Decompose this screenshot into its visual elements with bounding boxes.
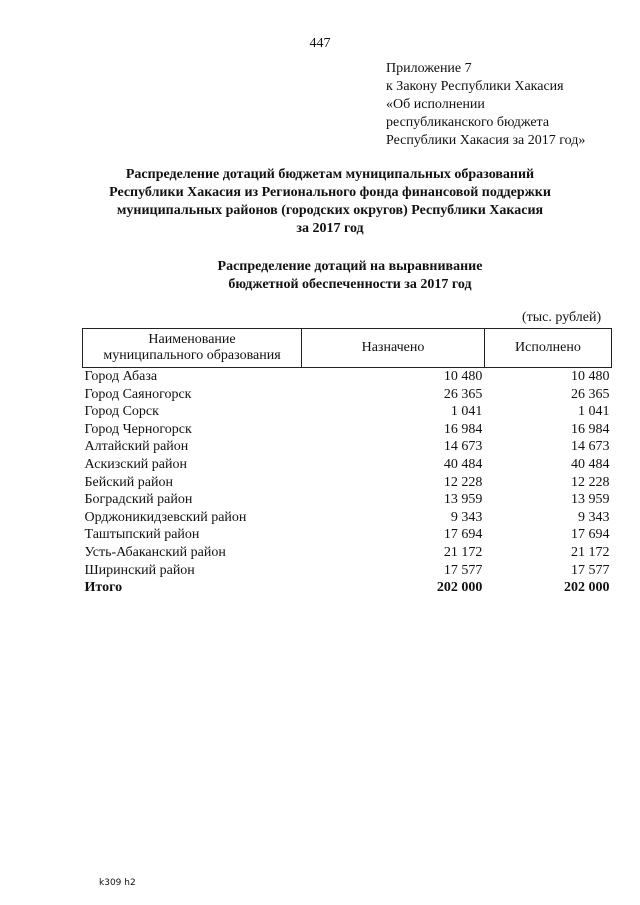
cell-assigned: 21 172	[443, 544, 483, 560]
cell-assigned: 40 484	[443, 456, 483, 472]
header-assigned: Назначено	[302, 329, 485, 368]
cell-executed: 1 041	[578, 404, 610, 420]
subtitle-line: бюджетной обеспеченности за 2017 год	[228, 277, 472, 292]
cell-assigned: 12 228	[443, 474, 483, 490]
cell-name: Аскизский район	[84, 456, 187, 472]
table-row	[83, 368, 612, 386]
cell-executed: 202 000	[564, 580, 610, 596]
title-line: муниципальных районов (городских округов) Республики Хакасия	[116, 203, 544, 218]
appendix-line: республиканского бюджета	[386, 115, 550, 130]
cell-assigned: 202 000	[436, 580, 483, 596]
header-name-line2: муниципального образования	[103, 348, 281, 363]
table-row	[83, 438, 612, 456]
cell-name: Город Саяногорск	[84, 386, 192, 402]
table-row	[83, 403, 612, 421]
cell-executed: 21 172	[571, 544, 610, 560]
table-row	[83, 386, 612, 404]
footer-code: k309 h2	[99, 878, 136, 888]
cell-assigned: 17 577	[443, 562, 483, 578]
appendix-line: Республики Хакасия за 2017 год»	[386, 133, 586, 148]
subsidy-table	[82, 328, 612, 597]
title-line: за 2017 год	[296, 221, 364, 236]
table-row	[83, 456, 612, 474]
cell-name: Боградский район	[84, 492, 193, 508]
header-executed: Исполнено	[484, 329, 611, 368]
cell-executed: 17 577	[571, 562, 610, 578]
title-line: Распределение дотаций бюджетам муниципальных образований	[125, 167, 535, 182]
table-row	[83, 562, 612, 580]
section-title	[150, 258, 550, 294]
cell-assigned: 13 959	[443, 492, 483, 508]
cell-name: Таштыпский район	[84, 527, 200, 543]
cell-name: Бейский район	[84, 474, 173, 490]
table-body	[83, 368, 612, 597]
cell-executed: 9 343	[578, 509, 610, 525]
cell-executed: 13 959	[571, 492, 610, 508]
table-row	[83, 474, 612, 492]
cell-name: Город Сорск	[84, 404, 159, 420]
cell-assigned: 16 984	[443, 421, 483, 437]
appendix-line: Приложение 7	[386, 61, 472, 76]
cell-name: Город Черногорск	[84, 421, 192, 437]
table-total-row	[83, 579, 612, 597]
unit-note: (тыс. рублей)	[522, 310, 602, 325]
cell-executed: 10 480	[571, 369, 610, 384]
header-name-line1: Наименование	[148, 332, 236, 347]
document-title	[60, 166, 600, 238]
table-row	[83, 421, 612, 439]
cell-assigned: 17 694	[443, 527, 483, 543]
cell-assigned: 10 480	[443, 369, 483, 384]
appendix-line: «Об исполнении	[386, 97, 485, 112]
cell-assigned: 9 343	[450, 509, 483, 525]
cell-name: Усть-Абаканский район	[84, 544, 226, 560]
cell-name: Алтайский район	[84, 439, 189, 455]
cell-executed: 40 484	[571, 456, 610, 472]
page-number: 447	[309, 36, 331, 51]
cell-executed: 26 365	[571, 386, 610, 402]
table-row	[83, 491, 612, 509]
appendix-line: к Закону Республики Хакасия	[386, 79, 564, 94]
cell-name: Город Абаза	[84, 369, 158, 384]
appendix-note	[386, 60, 585, 150]
subtitle-line: Распределение дотаций на выравнивание	[217, 259, 483, 274]
cell-assigned: 14 673	[443, 439, 483, 455]
header-name	[83, 329, 302, 368]
cell-name: Орджоникидзевский район	[84, 509, 247, 525]
cell-executed: 16 984	[571, 421, 610, 437]
cell-assigned: 26 365	[443, 386, 483, 402]
table-row	[83, 509, 612, 527]
title-line: Республики Хакасия из Регионального фонда финансовой поддержки	[109, 185, 551, 200]
cell-executed: 14 673	[571, 439, 610, 455]
cell-assigned: 1 041	[450, 404, 483, 420]
cell-name: Ширинский район	[84, 562, 195, 578]
cell-executed: 17 694	[571, 527, 610, 543]
table-header-row	[83, 329, 612, 368]
table-row	[83, 526, 612, 544]
cell-name: Итого	[84, 580, 123, 596]
cell-executed: 12 228	[571, 474, 610, 490]
table-row	[83, 544, 612, 562]
